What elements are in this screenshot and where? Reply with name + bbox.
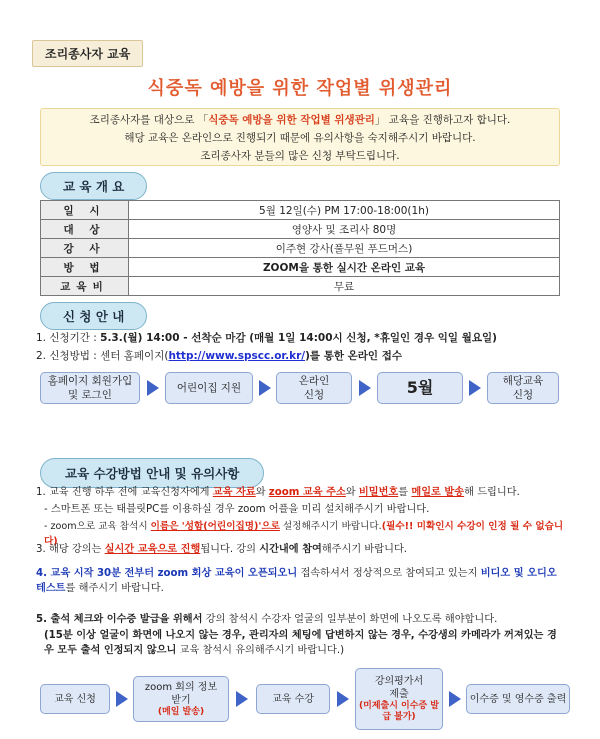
overview-heading: 교 육 개 요 — [40, 172, 147, 200]
flow-step-apply: 교육 신청 — [40, 684, 110, 714]
arrow-right-icon — [359, 380, 371, 396]
table-row — [41, 201, 560, 220]
flow-step-month: 5월 — [377, 372, 463, 404]
table-row — [41, 239, 560, 258]
note-1-sub-2: - zoom으로 교육 참석시 이름은 '성함(어린이집명)'으로 설정해주시기 바랍니다.(필수!! 미확인시 수강이 인정 될 수 없습니다) — [44, 521, 564, 547]
table-row — [41, 277, 560, 296]
page-title: 식중독 예방을 위한 작업별 위생관리 — [147, 78, 453, 99]
flow-step-certificate: 이수증 및 영수증 출력 — [466, 684, 570, 714]
note-1-sub-1: - 스마트폰 또는 태블릿PC를 이용하실 경우 zoom 어플을 미리 설치해주시기 바랍니다. — [44, 504, 430, 515]
row-value: 5월 12일(수) PM 17:00-18:00(1h) — [129, 201, 560, 220]
note-5: 5. 출석 체크와 이수증 발급을 위해서 강의 참석시 수강자 얼굴의 일부분이 화면에 나오도록 해야합니다. — [36, 614, 498, 625]
flow-step-daycare: 어린이집 지원 — [165, 372, 253, 404]
arrow-right-icon — [116, 691, 128, 707]
arrow-right-icon — [449, 691, 461, 707]
flow-step-zoom-info: zoom 회의 정보 받기 (메일 발송) — [133, 676, 229, 722]
flow-step-course: 해당교육 신청 — [487, 372, 559, 404]
row-value: ZOOM을 통한 실시간 온라인 교육 — [129, 258, 560, 277]
intro-line-1: 조리종사자를 대상으로 「식중독 예방을 위한 작업별 위생관리」 교육을 진행하고자 합니다. — [89, 114, 511, 126]
flow-step-attend: 교육 수강 — [256, 684, 330, 714]
flow-step-online: 온라인 신청 — [276, 372, 352, 404]
table-row — [41, 258, 560, 277]
flow-step-signup: 홈페이지 회원가입 및 로그인 — [40, 372, 140, 404]
apply-method: 2. 신청방법 : 센터 홈페이지(http://www.spscc.or.kr/)를 통한 온라인 접수 — [36, 350, 403, 362]
note-1: 1. 교육 진행 하루 전에 교육신청자에게 교육 자료와 zoom 교육 주소와 비밀번호를 메일로 발송해 드립니다. — [36, 487, 520, 498]
arrow-right-icon — [147, 380, 159, 396]
table-row — [41, 220, 560, 239]
intro-course-name: 식중독 예방을 위한 작업별 위생관리 — [208, 114, 375, 126]
row-value: 영양사 및 조리사 80명 — [129, 220, 560, 239]
note-5-detail: (15분 이상 얼굴이 화면에 나오지 않는 경우, 관리자의 체팅에 답변하지 않는 경우, 수강생의 카메라가 꺼져있는 경우 모두 출석 인정되지 않으니 교육 참석시 유의해주시기 바랍니다.) — [44, 630, 557, 656]
note-3: 3. 해당 강의는 실시간 교육으로 진행됩니다. 강의 시간내에 참여해주시기 바랍니다. — [36, 544, 408, 555]
apply-heading: 신 청 안 내 — [40, 302, 147, 330]
row-key: 방 법 — [41, 258, 129, 277]
row-value: 무료 — [129, 277, 560, 296]
intro-box — [40, 108, 560, 166]
note-4: 4. 교육 시작 30분 전부터 zoom 회상 교육이 오픈되오니 접속하셔서 정상적으로 참여되고 있는지 비디오 및 오디오 테스트를 해주시기 바랍니다. — [36, 568, 557, 594]
row-key: 일 시 — [41, 201, 129, 220]
arrow-right-icon — [469, 380, 481, 396]
arrow-right-icon — [236, 691, 248, 707]
arrow-right-icon — [337, 691, 349, 707]
overview-table — [40, 200, 560, 296]
flow-step-evaluation: 강의평가서 제출 (미제출시 이수증 발급 불가) — [355, 668, 443, 730]
row-key: 강 사 — [41, 239, 129, 258]
row-key: 교육비 — [41, 277, 129, 296]
course-category-tag: 조리종사자 교육 — [32, 40, 143, 67]
intro-line-2: 해당 교육은 온라인으로 진행되기 때문에 유의사항을 숙지해주시기 바랍니다. — [124, 132, 476, 144]
row-value: 이주현 강사(풀무원 푸드머스) — [129, 239, 560, 258]
howto-heading: 교육 수강방법 안내 및 유의사항 — [40, 458, 264, 488]
apply-period: 1. 신청기간 : 5.3.(월) 14:00 - 선착순 마감 (매월 1일 14:00시 신청, *휴일인 경우 익일 월요일) — [36, 332, 497, 344]
arrow-right-icon — [259, 380, 271, 396]
row-key: 대 상 — [41, 220, 129, 239]
homepage-link[interactable]: http://www.spscc.or.kr/ — [168, 350, 306, 362]
intro-line-3: 조리종사자 분들의 많은 신청 부탁드립니다. — [200, 150, 400, 162]
